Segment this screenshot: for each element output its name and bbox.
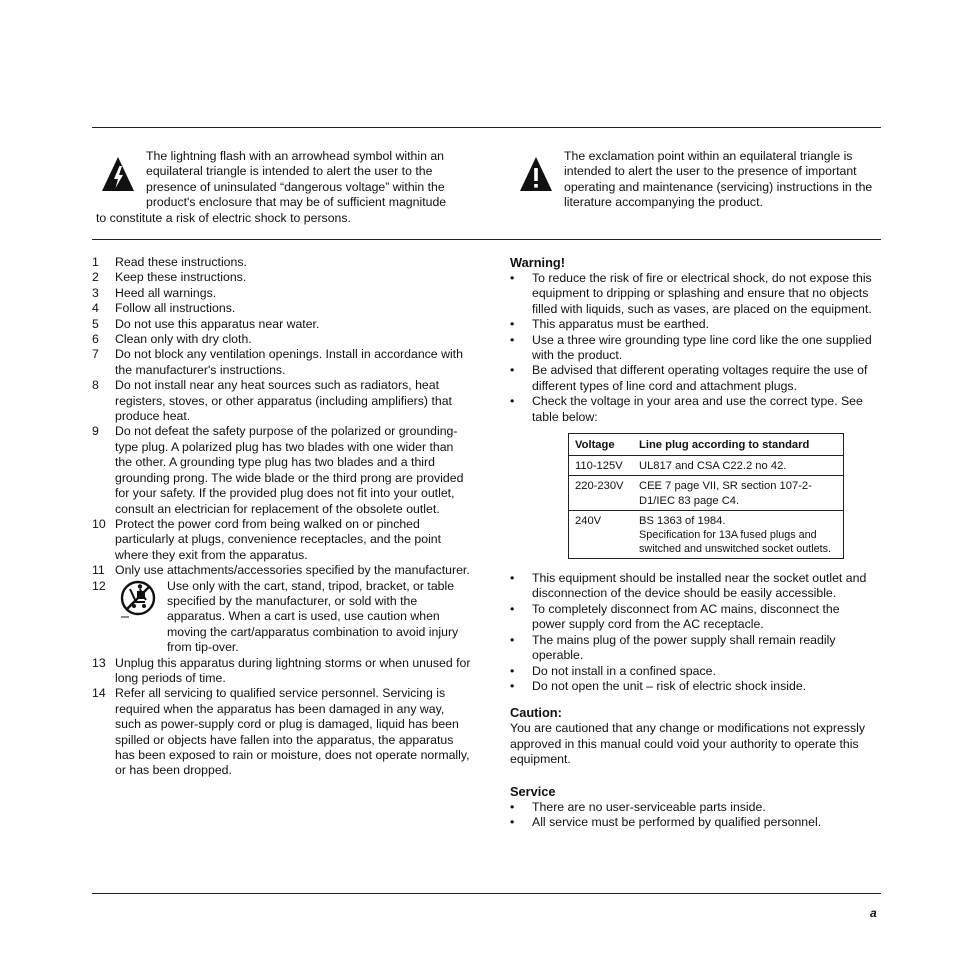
- bullet: •: [510, 317, 515, 332]
- lightning-symbol-text: The lightning flash with an arrowhead symbol within an equilateral triangle is intended to alert the user to the presence of uninsulated “dangerous voltage” within the product's enclosure that may be of sufficient magnitude to constitute a risk of electric shock to persons.: [96, 149, 447, 225]
- table-cell: 220-230V: [569, 476, 634, 510]
- table-header-voltage: Voltage: [569, 434, 634, 456]
- instruction-number: 3: [92, 285, 99, 300]
- list-item: [510, 800, 875, 815]
- cart-tip-over-warning-icon: [119, 579, 157, 619]
- table-cell: 240V: [569, 510, 634, 558]
- instruction-item: [92, 317, 472, 332]
- bullet-text: Use a three wire grounding type line cord like the one supplied with the product.: [532, 332, 872, 363]
- table-cell: CEE 7 page VII, SR section 107-2-D1/IEC 83 page C4.: [633, 476, 844, 510]
- bullet: •: [510, 332, 515, 347]
- exclamation-symbol-notice: [514, 149, 874, 211]
- caution-heading: Caution:: [510, 705, 562, 721]
- table-header-plug: Line plug according to standard: [633, 434, 844, 456]
- table-cell-note: Specification for 13A fused plugs and switched and unswitched socket outlets.: [639, 529, 832, 556]
- middle-rule: [92, 239, 881, 240]
- instruction-number: 10: [92, 516, 106, 531]
- top-rule: [92, 127, 881, 128]
- list-item: [510, 679, 875, 694]
- bullet-text: This apparatus must be earthed.: [532, 317, 710, 332]
- caution-text: You are cautioned that any change or modifications not expressly approved in this manual could void your authority to operate this equipment.: [510, 721, 866, 767]
- instruction-item: [92, 255, 472, 270]
- list-item: [510, 571, 875, 602]
- instruction-item: [92, 347, 472, 378]
- instruction-number: 9: [92, 424, 99, 439]
- table-row: [569, 476, 844, 510]
- instruction-number: 5: [92, 316, 99, 331]
- instruction-number: 12: [92, 578, 106, 593]
- instruction-number: 11: [92, 563, 105, 578]
- table-cell: 110-125V: [569, 456, 634, 476]
- lightning-symbol-notice: [96, 149, 456, 226]
- bullet: •: [510, 663, 515, 678]
- bullet-text: Do not open the unit – risk of electric shock inside.: [532, 678, 807, 693]
- instruction-number: 14: [92, 686, 106, 701]
- instruction-number: 13: [92, 655, 106, 670]
- instruction-item: [92, 332, 472, 347]
- instruction-item: [92, 286, 472, 301]
- instruction-item: [92, 656, 472, 687]
- bullet: •: [510, 571, 515, 586]
- exclamation-symbol-text: The exclamation point within an equilateral triangle is intended to alert the user to the presence of important operating and maintenance (servicing) instructions in the literature accompanying the product.: [564, 149, 873, 210]
- instruction-number: 1: [92, 255, 99, 269]
- instruction-item: [92, 686, 472, 778]
- instruction-text: Use only with the cart, stand, tripod, bracket, or table specified by the manufacturer, or sold with the apparatus. When a cart is used, use caution when moving the cart/apparatus combination to avoid injury from tip-over.: [167, 578, 459, 655]
- instruction-text: Clean only with dry cloth.: [115, 332, 252, 347]
- instruction-item: [92, 270, 472, 285]
- warning-heading: Warning!: [510, 255, 565, 270]
- instruction-number: 2: [92, 270, 99, 285]
- instruction-text: Keep these instructions.: [115, 270, 247, 285]
- instruction-number: 4: [92, 301, 99, 316]
- table-row: [569, 510, 844, 558]
- list-item: [510, 363, 875, 394]
- safety-instructions-list: [92, 255, 472, 779]
- instruction-text: Follow all instructions.: [115, 301, 236, 316]
- instruction-text: Refer all servicing to qualified service personnel. Servicing is required when the apparatus has been damaged in any way, such as power-supply cord or plug is damaged, liquid has been spilled or objects have fallen into the apparatus, the apparatus has been exposed to rain or moisture, does not operate normally, or has been dropped.: [115, 686, 470, 778]
- bullet: •: [510, 601, 515, 616]
- table-cell: UL817 and CSA C22.2 no 42.: [633, 456, 844, 476]
- instruction-text: Do not block any ventilation openings. Install in accordance with the manufacturer's instructions.: [115, 347, 463, 377]
- table-header-row: [569, 434, 844, 456]
- instruction-number: 6: [92, 332, 99, 347]
- instruction-item: [92, 301, 472, 316]
- table-row: [569, 456, 844, 476]
- instruction-text: Do not defeat the safety purpose of the polarized or grounding-type plug. A polarized plug has two blades with one wider than the other. A grounding type plug has two blades and a third grounding prong. The wide blade or the third prong are provided for your safety. If the provided plug does not fit into your outlet, consult an electrician for replacement of the obsolete outlet.: [115, 424, 464, 516]
- bullet-text: To completely disconnect from AC mains, disconnect the power supply cord from the AC receptacle.: [532, 601, 840, 632]
- bullet-text: This equipment should be installed near the socket outlet and disconnection of the device should be easily accessible.: [532, 571, 867, 601]
- instruction-item: [92, 517, 472, 563]
- lightning-warning-icon: [100, 155, 136, 195]
- page-marker: a: [870, 906, 877, 920]
- instruction-text: Unplug this apparatus during lightning storms or when unused for long periods of time.: [115, 655, 471, 685]
- instruction-text: Protect the power cord from being walked on or pinched particularly at plugs, convenience receptacles, and the point where they exit from the apparatus.: [115, 516, 442, 562]
- table-cell: [633, 510, 844, 558]
- bullet-text: Do not install in a confined space.: [532, 663, 716, 678]
- bullet: •: [510, 394, 515, 409]
- list-item: [510, 271, 875, 317]
- list-item: [510, 633, 875, 664]
- service-heading: Service: [510, 783, 556, 799]
- voltage-plug-table: [568, 433, 844, 559]
- instruction-number: 7: [92, 347, 99, 362]
- installation-bullets: [510, 571, 875, 694]
- list-item: [510, 602, 875, 633]
- bullet: •: [510, 632, 515, 647]
- bullet-text: All service must be performed by qualified personnel.: [532, 814, 822, 829]
- instruction-text: Read these instructions.: [115, 255, 247, 269]
- instruction-item: [92, 424, 472, 516]
- list-item: [510, 333, 875, 364]
- instruction-text: Only use attachments/accessories specified by the manufacturer.: [115, 563, 470, 578]
- bullet-text: There are no user-serviceable parts inside.: [532, 799, 766, 814]
- bullet-text: The mains plug of the power supply shall remain readily operable.: [532, 632, 836, 663]
- bullet: •: [510, 363, 515, 378]
- instruction-text: Heed all warnings.: [115, 285, 217, 300]
- bottom-rule: [92, 893, 881, 894]
- bullet-text: Check the voltage in your area and use the correct type. See table below:: [532, 394, 863, 424]
- warnings-column: [510, 255, 875, 830]
- bullet-text: Be advised that different operating voltages require the use of different types of line cord and attachment plugs.: [532, 363, 868, 393]
- bullet: •: [510, 271, 515, 285]
- list-item: [510, 815, 875, 830]
- warning-bullets: [510, 271, 875, 425]
- instruction-text: Do not use this apparatus near water.: [115, 316, 320, 331]
- bullet: •: [510, 814, 515, 829]
- service-bullets: [510, 800, 875, 831]
- instruction-item: [92, 579, 472, 656]
- list-item: [510, 394, 875, 425]
- bullet: •: [510, 799, 515, 814]
- instruction-text: Do not install near any heat sources such as radiators, heat registers, stoves, or other apparatus (including amplifiers) that produce heat.: [115, 378, 452, 424]
- table-cell-line: BS 1363 of 1984.: [639, 514, 726, 527]
- instruction-item: [92, 563, 472, 578]
- list-item: [510, 664, 875, 679]
- instruction-number: 8: [92, 378, 99, 393]
- exclamation-warning-icon: [518, 155, 554, 195]
- bullet-text: To reduce the risk of fire or electrical shock, do not expose this equipment to dripping or splashing and ensure that no objects filled with liquids, such as vases, are placed on the equipment.: [532, 271, 872, 316]
- bullet: •: [510, 678, 515, 693]
- instruction-item: [92, 378, 472, 424]
- list-item: [510, 317, 875, 332]
